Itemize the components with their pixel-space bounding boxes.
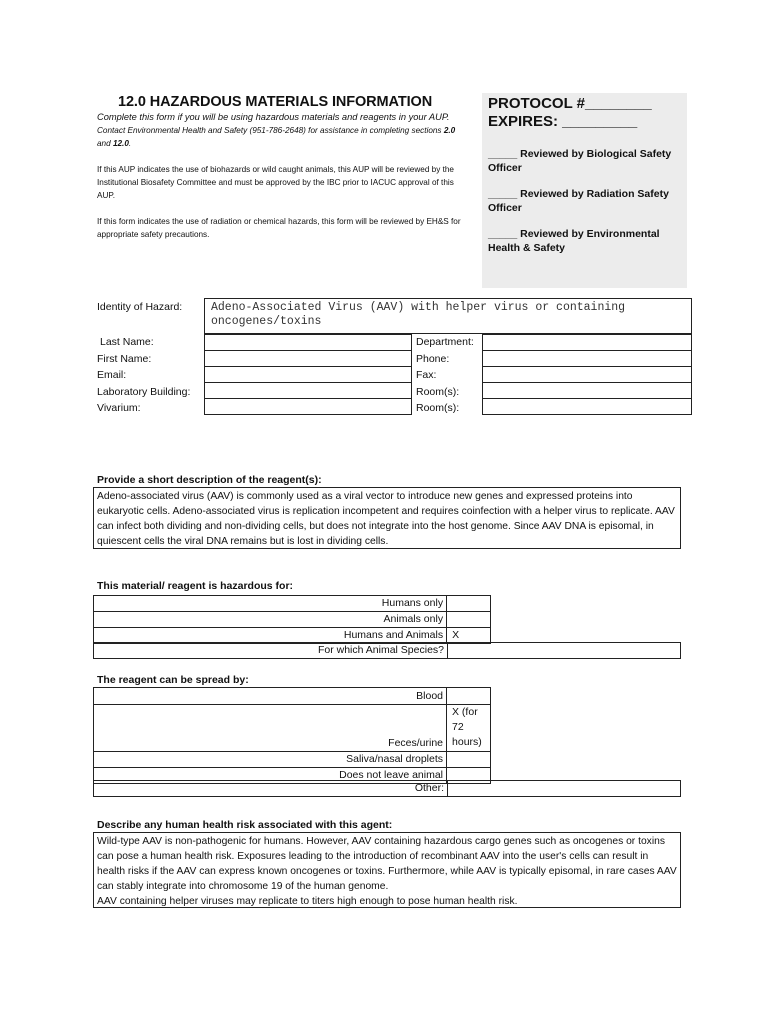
spread-table bbox=[93, 687, 491, 784]
intro-period: . bbox=[128, 139, 132, 148]
other-table bbox=[93, 780, 681, 797]
expires-date: EXPIRES: _________ bbox=[488, 113, 638, 130]
protocol-number: PROTOCOL #________ bbox=[488, 95, 652, 112]
review-radiation: _____ Reviewed by Radiation Safety Officer bbox=[488, 188, 669, 214]
email-field[interactable] bbox=[204, 366, 412, 383]
vivarium-room-field[interactable] bbox=[482, 398, 692, 415]
fax-label: Fax: bbox=[416, 369, 437, 381]
biohazard-note: If this AUP indicates the use of biohazards or wild caught animals, this AUP will be reviewed by the Institutional Biosafety Committee and must be approved by the IBC prior to IACUC approval of this AUP. bbox=[97, 165, 454, 200]
species-table bbox=[93, 642, 681, 659]
department-label: Department: bbox=[416, 336, 474, 348]
contact-left-fields bbox=[204, 334, 412, 415]
species-field[interactable] bbox=[448, 643, 681, 659]
health-risk-text-2: AAV containing helper viruses may replicate to titers high enough to pose human health risk. bbox=[97, 896, 518, 907]
other-label: Other: bbox=[94, 781, 448, 797]
table-row bbox=[94, 752, 491, 768]
phone-label: Phone: bbox=[416, 352, 450, 365]
description-heading: Provide a short description of the reagent(s): bbox=[97, 474, 322, 486]
radiation-note: If this form indicates the use of radiation or chemical hazards, this form will be reviewed by EH&S for appropriate safety precautions. bbox=[97, 217, 461, 239]
last-name-field[interactable] bbox=[204, 334, 412, 351]
health-risk-field[interactable] bbox=[93, 832, 681, 908]
contact-left-labels bbox=[97, 334, 190, 417]
intro-line-1: Complete this form if you will be using hazardous materials and reagents in your AUP. bbox=[97, 112, 450, 122]
review-ehs: _____ Reviewed by Environmental Health & Safety bbox=[488, 228, 660, 254]
table-row bbox=[94, 781, 681, 797]
table-row bbox=[94, 688, 491, 705]
health-risk-heading: Describe any human health risk associated with this agent: bbox=[97, 819, 393, 831]
review-biosafety: _____ Reviewed by Biological Safety Officer bbox=[488, 148, 672, 174]
fax-field[interactable] bbox=[482, 366, 692, 383]
department-field[interactable] bbox=[482, 334, 692, 351]
lab-building-label: Laboratory Building: bbox=[97, 385, 191, 398]
saliva-label: Saliva/nasal droplets bbox=[94, 752, 447, 768]
feces-label: Feces/urine bbox=[94, 705, 447, 752]
animals-only-label: Animals only bbox=[94, 612, 447, 628]
email-label: Email: bbox=[97, 369, 127, 381]
intro-section-2: 12.0 bbox=[112, 139, 129, 148]
lab-building-field[interactable] bbox=[204, 382, 412, 399]
intro-contact: Contact Environmental Health and Safety (951-786-2648) for assistance in completing sections bbox=[97, 126, 442, 135]
identity-label: Identity of Hazard: bbox=[97, 301, 183, 313]
description-field[interactable]: Adeno-associated virus (AAV) is commonly used as a viral vector to introduce new genes and expressed proteins into eukaryotic cells. Adeno-associated virus is replication incompetent and requires coinfection with a helper virus to replicate. AAV can infect both dividing and non-dividing cells, but does not integrate into the host genome. Since AAV DNA is episomal, in quiescent cells the viral DNA remains but is lost in dividing cells. bbox=[93, 487, 681, 549]
humans-animals-label: Humans and Animals bbox=[94, 628, 447, 644]
first-name-label: First Name: bbox=[97, 352, 152, 365]
table-row bbox=[94, 612, 491, 628]
saliva-field[interactable] bbox=[447, 752, 491, 768]
intro-text bbox=[97, 111, 477, 150]
page-title: 12.0 HAZARDOUS MATERIALS INFORMATION bbox=[118, 94, 433, 110]
intro-section-1: 2.0 bbox=[443, 126, 456, 135]
spread-heading: The reagent can be spread by: bbox=[97, 674, 249, 686]
table-row bbox=[94, 705, 491, 752]
vivarium-field[interactable] bbox=[204, 398, 412, 415]
table-row bbox=[94, 596, 491, 612]
last-name-label: Last Name: bbox=[100, 336, 154, 348]
hazardous-table bbox=[93, 595, 491, 644]
phone-field[interactable] bbox=[482, 350, 692, 367]
humans-only-field[interactable] bbox=[447, 596, 491, 612]
humans-animals-field[interactable]: X bbox=[447, 628, 491, 644]
intro-line-2 bbox=[97, 124, 467, 150]
contact-right-fields bbox=[482, 334, 692, 415]
blood-label: Blood bbox=[94, 688, 447, 705]
health-risk-text-1: Wild-type AAV is non-pathogenic for humans. However, AAV containing hazardous cargo genes such as oncogenes or toxins can pose a human health risk. Exposures leading to the introduction of recombinant AAV into the user's cells can result in health risks if the AAV can express known oncogenes or toxins. Furthermore, while AAV is typically episomal, in rare cases AAV can stably integrate into chromosome 19 of the human genome. bbox=[97, 836, 677, 892]
contact-right-labels bbox=[416, 334, 474, 417]
hazardous-heading: This material/ reagent is hazardous for: bbox=[97, 580, 294, 592]
does-not-leave-label: Does not leave animal bbox=[94, 768, 447, 784]
room-field[interactable] bbox=[482, 382, 692, 399]
vivarium-room-label: Room(s): bbox=[416, 402, 460, 414]
first-name-field[interactable] bbox=[204, 350, 412, 367]
humans-only-label: Humans only bbox=[94, 596, 447, 612]
intro-and: and bbox=[97, 139, 111, 148]
blood-field[interactable] bbox=[447, 688, 491, 705]
animals-only-field[interactable] bbox=[447, 612, 491, 628]
feces-field[interactable]: X (for 72 hours) bbox=[447, 705, 491, 752]
species-label: For which Animal Species? bbox=[94, 643, 448, 659]
table-row bbox=[94, 643, 681, 659]
vivarium-label: Vivarium: bbox=[97, 402, 141, 414]
other-field[interactable] bbox=[448, 781, 681, 797]
identity-field[interactable]: Adeno-Associated Virus (AAV) with helper virus or containing oncogenes/toxins bbox=[204, 298, 692, 334]
room-label: Room(s): bbox=[416, 385, 460, 398]
